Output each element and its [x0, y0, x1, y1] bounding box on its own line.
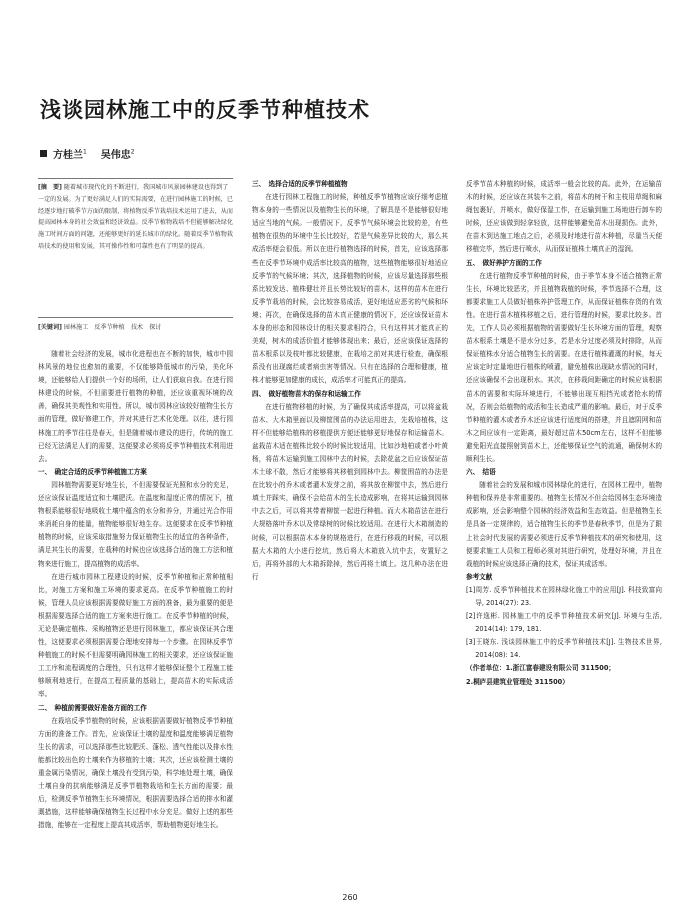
keywords: [38, 322, 233, 331]
paragraph: 在进行城市园林工程建设的时候，反季节种植和正常种植相比，对施工方案和施工环境的要求更高。在反季节种植施工的时候，管理人员应该根据需要做好施工方面的准备，最为重要的便是根据需要选择合适的施工方案来进行施工。在反季节种植的时候，无论是确定植株、采购植物还是进行园林施工，都应该保证其合理性，这便要求必须根据需要合理地安排每一个步骤。在园林反季节种植施工的时候不但需要明确园林施工的相关要求，还应该保证施工工序和流程调度的合理性，只有这样才能够保证整个工程施工能够顺利地进行，在提高工程质量的基础上，提高苗木的实际成活率。: [38, 572, 233, 699]
paragraph: 反季节苗木种植的时候，成活率一般会比较的高。此外，在运输苗木的时候，还应该在其装车之前，将苗木的树干和主枝用草绳和麻绳包裹好，并喷水，做好保湿工作，在运输到施工场地进行卸车的时候，还应该做到轻拿轻放，这样能够避免苗木出现损伤。此外，在苗木到达施工地点之后，必须及时地进行苗木种植，尽量当天便移植完毕，然后进行喷水，从而保证植株土壤真正的湿润。: [466, 180, 662, 254]
author-2: 吴伟忠: [100, 150, 131, 161]
paragraph: 在进行植物反季节种植的时候，由于季节本身不适合植物正常生长，环境比较恶劣，并且植物栽植的时候，季节选择不合理，这都要求施工人员做好植株养护管理工作，从而保证植株存货的有效性。在进行苗木植株移植之后，进行管理的时候，要求比较多。首先，工作人员必须根据植物的需要做好生长环境方面的管理，观察苗木根系土壤是不是水分过多，若是水分过度必须及时排除，从而保证植株水分适合植物生长的需要。在进行植株灌溉的时候，每天应该定时定量地进行植株的喷灌，避免植株出现缺水情况的同时，还应该确保不会出现积水。其次，在移栽间距确定的时候应该根据苗木的需要和实际环境进行，不能够出现互相挡光或者抢水的情况，否则会给植物的成活和生长造成严重的影响。最后，对于反季节种植的灌木或者乔木还应该进行适度间的搭建，并且遮阴网和苗木之间应该有一定距离，最好超过苗木50cm左右，这样不但能够避免阳光直接照射到苗木上，还能够保证空气的流通，确保树木的顺利生长。: [466, 271, 662, 463]
affiliation-1: 1.浙江富春建设有限公司 311500；: [505, 664, 616, 673]
author-line: [40, 146, 135, 161]
section-heading-3: 三、 选择合适的反季节种植植物: [252, 180, 348, 188]
author-1: 方桂兰: [53, 150, 83, 161]
column-3: [466, 178, 662, 884]
section-heading-6: 六、 结语: [466, 468, 496, 477]
references-heading: 参考文献: [466, 572, 493, 581]
abstract: [38, 179, 233, 253]
paragraph: 在进行植物移植的时候，为了确保其成活率提高，可以将盆栽苗木、大木箱里面以及柳筐围苗的办法运用进去，先栽培植株，这样不但能够给植株的移植提供方便还能够更好地保存和运输苗木。盆栽苗木适在植株比较小的时候比较适用，比如沙地柏或者小叶黄杨，将苗木运输到施工园林中去的时候，去除花盆之后应该保证苗木土球不散，然后才能够将其移植到园林中去。柳筐围苗的办法是在比较小的乔木或者灌木发芽之前，将其放在柳筐中去，然后进行填土并踩实，确保不会给苗木的生长造成影响，在将其运输到园林中去之后，可以将其带着柳筐一起进行种植。而大木箱苗法在进行大规格落叶乔木以及常绿树的时候比较适用。在进行大木箱制造的时候，可以根据苗木本身的规格进行，在进行移栽的时候，可以根据大木箱的大小进行挖坑，然后将大木箱放入坑中去，安置好之后，再将外部的大木箱拆除掉，然后再将土填上。这几种办法在进行: [252, 402, 448, 581]
abstract-text: 随着城市现代化的不断进行，我国城市风景园林建设也得到了一定的发展。为了更好满足人们的实际需要，在进行园林施工的时候，已经逐步地打破季节方面的限制，将植物反季节栽培技术运用了进去，从而提高园林本身的社会效益和经济效益。反季节植物栽培不但能够解决绿化施工时间方面的问题，还能够更好的延长城市的绿化。随着反季节植物栽培技术的使用和发展，其可操作性和可靠性也有了明显的提高。: [38, 184, 233, 250]
section-heading-1: 一、 确定合适的反季节种植施工方案: [38, 467, 147, 476]
intro-paragraph: 随着社会经济的发展，城市化进程也在不断的加快，城市中园林风景的地位也愈加的重要，不仅能够降低城市的污染，美化环境，还能够给人们提供一个好的场所，让人们获取自我。在进行园林建设的时候，不但需要进行植物的种植，还应该重视环境的改善，确保其美观性和实用性。所以，城市园林应该较好植物生长方面的管理，做好修建工作，并对其进行艺术化处理。以往，进行园林施工的季节往往是春天，但是随着城市建设的进行，传统的施工已经无法满足人们的需要，这便要求必须将反季节种植技术利用进去。: [38, 350, 233, 463]
paragraph: 在进行园林工程施工的时候，种植反季节植物应该仔细考虑植物本身的一些情况以及植物生长的环境，了解具是不是能够很好地适应当地的气候。一般情况下，反季节气候环境会比较的差，有些植物在很热的环境中生长比较好，若是气候差异比较的大，那么其成活率便会很低。所以在进行植物选择的时候，首先，应该选择那些在反季节环境中成活率比较高的植物，这些植物能够很好地适应反季节的气候环境；其次，选择植物的时候，应该尽量选择那些根系比较发达、植株健壮并且长势比较好的苗木，这样的苗木在进行反季节栽培的时候，会比较容易成活，更好地适应恶劣的气候和环境；再次，在确保选择的苗木真正健康的情况下，还应该保证苗木本身的形态和园林设计的相关要求相符合，只有这样其才能真正的美观，树木的成活价值才能够体现出来；最后，还应该保证选择的苗木根系以及枝叶都比较健康，在栽培之前对其进行检查，确保根系没有出现腐烂或者病虫害等情况。只有在选择的合理和健康，植株才能够更加健康的成长，成活率才可能真正的提高。: [252, 193, 448, 385]
reference-item: [3]王晓东. 浅谈园林施工中的反季节种植技术[J]. 生物技术世界, 2014(08): 14.: [466, 638, 662, 660]
section-heading-4: 四、 做好植物苗木的保存和运输工作: [252, 389, 361, 398]
paragraph: 园林植物需要更好地生长，不但需要保证光照和水分的充足，还应该保证温度适宜和土壤肥沃。在温度和湿度正常的情况下，植物根系能够很好地吸收土壤中蕴含的水分和养分，并通过光合作用来消耗自身的能量，植物能够很好地生存。这便要求在反季节种植植物的时候，应该采取措施努力保证植物生长的适宜的各种条件，满足其生长的需要，在栽种的时候也应该选择合适的施工方法和植物来进行施工，提高植物的成活率。: [38, 480, 233, 568]
affiliation-label: （作者单位：: [466, 664, 506, 673]
keywords-text: 园林施工 反季节种植 技术 探讨: [61, 324, 162, 331]
section-heading-5: 五、 做好养护方面的工作: [466, 258, 542, 267]
references: [466, 571, 662, 689]
column-1: [38, 348, 233, 884]
keywords-label: [关键词]: [38, 324, 62, 331]
square-bullet-icon: [40, 150, 47, 157]
affiliation-line-1: [466, 662, 662, 675]
author-2-sup: 2: [130, 148, 135, 156]
reference-item: [1]周芳. 反季节种植技术在园林绿化施工中的应用[J]. 科技致富向导, 2014(27): 23.: [466, 585, 662, 607]
paragraph: 随着社会的发展和城市园林绿化的进行，在园林工程中，植物种植和保养是非常重要的。植物生长情况不但会给园林生态环境造成影响，还会影响整个园林的经济效益和生态效益。但是植物生长是具备一定规律的，适合植物生长的季节是春秋季节，但是为了跟上社会时代发展的需要必须进行反季节种植技术的研究和使用，这便要求施工人员和工程师必须对其进行研究，处理好环境，并且在栽植的时候应该选择正确的技术，保证其成活率。: [466, 481, 662, 568]
author-1-sup: 1: [83, 148, 87, 156]
abstract-box: [38, 178, 233, 318]
article-title: 浅谈园林施工中的反季节种植技术: [40, 98, 370, 122]
page-number: 260: [342, 893, 358, 902]
paragraph: 在栽培反季节植物的时候，应该根据需要做好植物反季节种植方面的准备工作。首先，应该保证土壤的湿度和温度能够满足植物生长的需求，可以选择那些比较肥沃、蓬松、透气性能以及排水性能都比较出色的土壤来作为移植的土壤；其次，还应该检测土壤的重金属污染情况，确保土壤没有受到污染，科学地处理土壤，确保土壤自身的抗病能够满足反季节植物栽培和生长方面的需要；最后，检测反季节植物生长环境情况，根据需要选择合适的排水和灌溉措施，这样能够确保植物生长过程中水分充足。做好上述的那些措施，能够在一定程度上提高其成活率，帮助植物更好地生长。: [38, 716, 233, 830]
abstract-label: [摘 要]: [38, 184, 62, 191]
column-2: [252, 178, 448, 884]
section-heading-2: 二、 种植前需要做好准备方面的工作: [38, 703, 147, 712]
affiliation-line-2: 2.桐庐县建筑业管理处 311500）: [466, 677, 569, 686]
reference-item: [2]许逸彬. 园林施工中的反季节种植技术研究[J]. 环境与生活, 2014(14): 179, 181.: [466, 612, 662, 634]
